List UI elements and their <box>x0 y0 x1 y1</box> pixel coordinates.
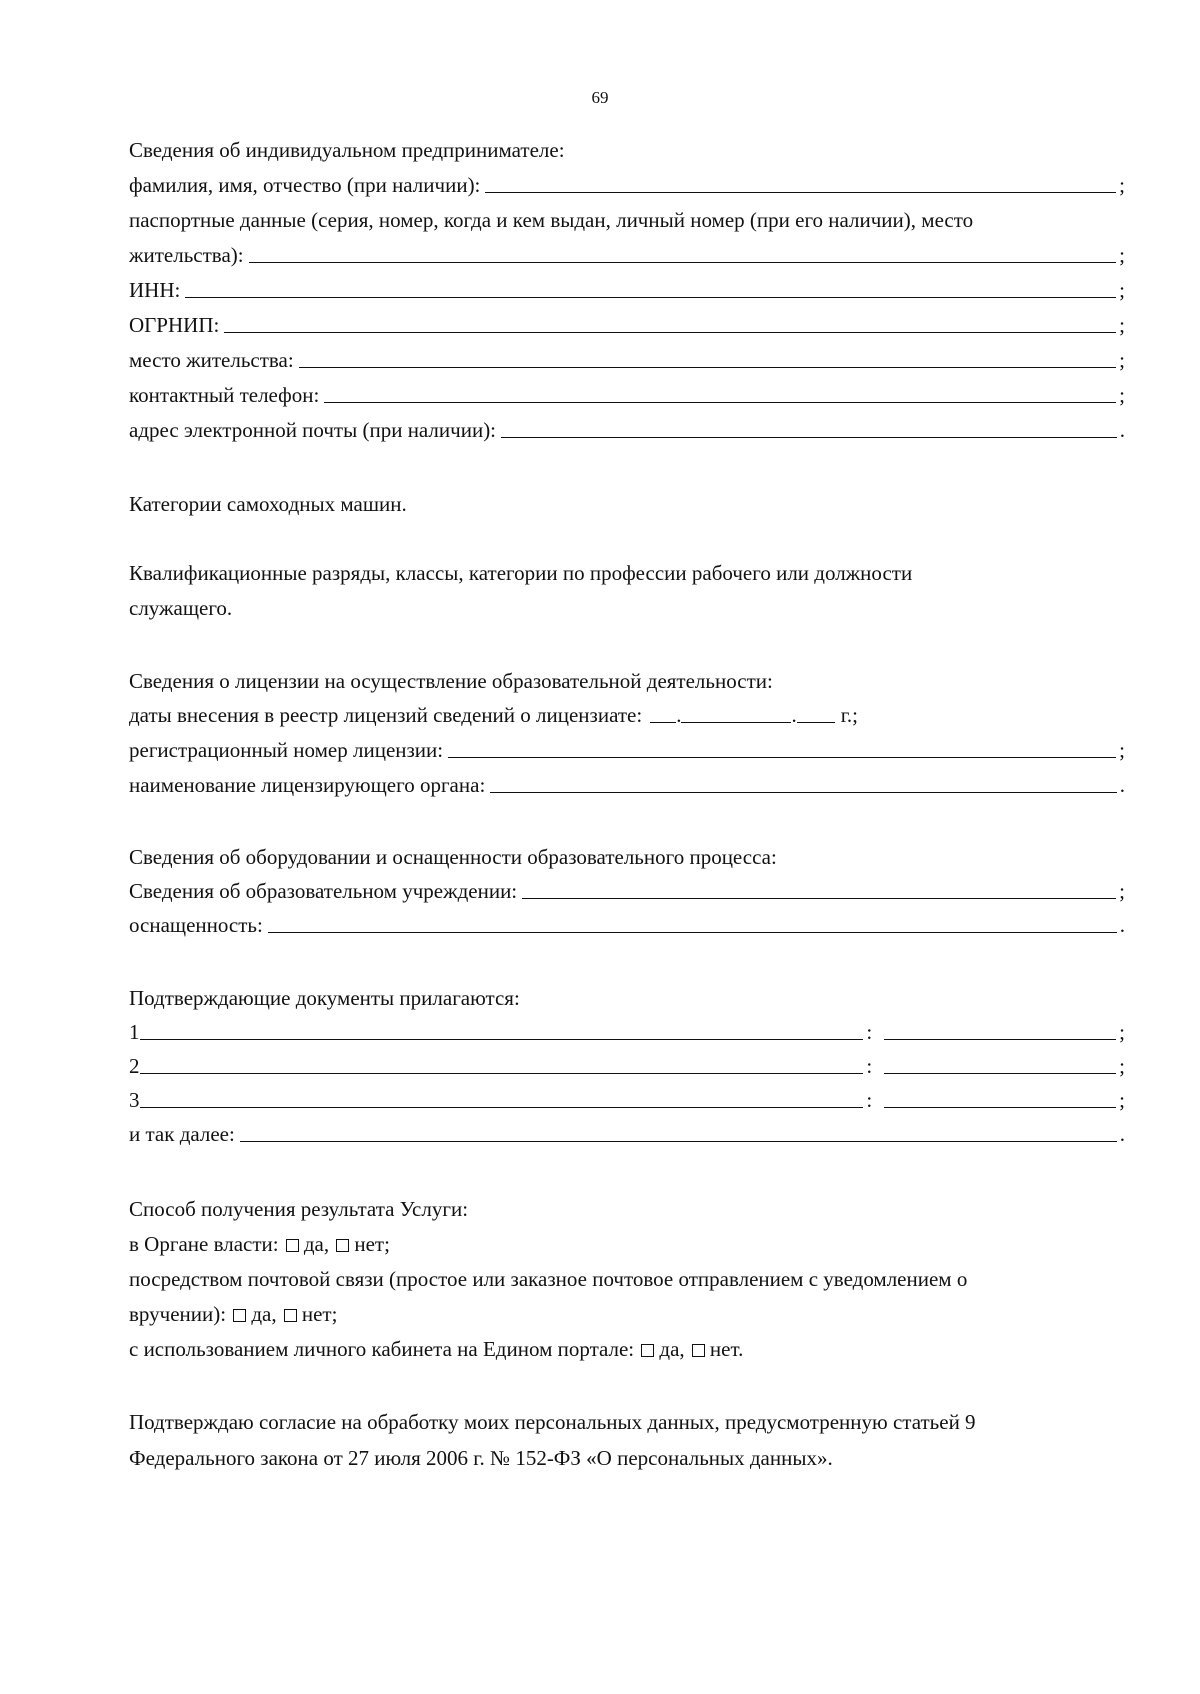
yes-label: да, <box>251 1302 277 1326</box>
inn-row: ИНН: ; <box>129 278 1125 302</box>
inn-label: ИНН: <box>129 278 181 302</box>
document-name-field[interactable] <box>140 1039 864 1040</box>
result-portal-label: с использованием личного кабинета на Едином портале: <box>129 1337 635 1361</box>
license-date-label: даты внесения в реестр лицензий сведений о лицензиате: <box>129 703 643 727</box>
passport-label-1: паспортные данные (серия, номер, когда и кем выдан, личный номер (при его наличии), место <box>129 208 974 232</box>
equipment-label: оснащенность: <box>129 913 263 937</box>
fio-field[interactable] <box>485 192 1116 193</box>
phone-row: контактный телефон: ; <box>129 383 1125 407</box>
document-name-field[interactable] <box>140 1107 864 1108</box>
document-number: 3 <box>129 1088 140 1112</box>
document-number: 2 <box>129 1054 140 1078</box>
residence-field[interactable] <box>299 367 1116 368</box>
result-authority-row <box>129 1234 390 1255</box>
ogrnip-label: ОГРНИП: <box>129 313 220 337</box>
no-label: нет. <box>709 1337 744 1361</box>
documents-heading: Подтверждающие документы прилагаются: <box>129 986 520 1010</box>
phone-field[interactable] <box>324 402 1116 403</box>
license-date-row: даты внесения в реестр лицензий сведений о лицензиате: . . г.; <box>129 703 859 727</box>
license-date-year-field[interactable] <box>797 722 835 723</box>
document-row-2: 2 : ; <box>129 1054 1125 1078</box>
passport-row: жительства): ; <box>129 243 1125 267</box>
fio-row: фамилия, имя, отчество (при наличии): ; <box>129 173 1125 197</box>
inn-field[interactable] <box>185 297 1116 298</box>
residence-label: место жительства: <box>129 348 294 372</box>
document-number: 1 <box>129 1020 140 1044</box>
ogrnip-field[interactable] <box>224 332 1116 333</box>
portal-yes-checkbox[interactable] <box>641 1344 654 1357</box>
ogrnip-row: ОГРНИП: ; <box>129 313 1125 337</box>
phone-label: контактный телефон: <box>129 383 320 407</box>
license-reg-row: регистрационный номер лицензии: ; <box>129 738 1125 762</box>
post-yes-checkbox[interactable] <box>233 1309 246 1322</box>
institution-label: Сведения об образовательном учреждении: <box>129 879 518 903</box>
documents-etc-label: и так далее: <box>129 1122 235 1146</box>
document-row-1: 1 : ; <box>129 1020 1125 1044</box>
result-post-label-1: посредством почтовой связи (простое или заказное почтовое отправлением с уведомлением о <box>129 1267 968 1291</box>
categories-heading: Категории самоходных машин. <box>129 492 407 516</box>
qualification-line-1: Квалификационные разряды, классы, категории по профессии рабочего или должности <box>129 561 913 585</box>
license-date-month-field[interactable] <box>681 722 791 723</box>
passport-field[interactable] <box>249 262 1117 263</box>
license-date-day-field[interactable] <box>650 722 676 723</box>
consent-line-1: Подтверждаю согласие на обработку моих персональных данных, предусмотренную статьей 9 <box>129 1410 976 1434</box>
portal-no-checkbox[interactable] <box>692 1344 705 1357</box>
license-reg-field[interactable] <box>448 757 1116 758</box>
consent-line-2: Федерального закона от 27 июля 2006 г. № 152-ФЗ «О персональных данных». <box>129 1446 833 1470</box>
license-heading: Сведения о лицензии на осуществление образовательной деятельности: <box>129 669 773 693</box>
document-detail-field[interactable] <box>884 1039 1116 1040</box>
email-field[interactable] <box>501 437 1117 438</box>
result-portal-row <box>129 1339 743 1360</box>
license-date-suffix: г.; <box>840 703 859 727</box>
equipment-heading: Сведения об оборудовании и оснащенности образовательного процесса: <box>129 845 777 869</box>
document-row-3: 3 : ; <box>129 1088 1125 1112</box>
license-authority-label: наименование лицензирующего органа: <box>129 773 486 797</box>
email-label: адрес электронной почты (при наличии): <box>129 418 497 442</box>
document-detail-field[interactable] <box>884 1073 1116 1074</box>
residence-row: место жительства: ; <box>129 348 1125 372</box>
post-no-checkbox[interactable] <box>284 1309 297 1322</box>
result-post-label-2: вручении): <box>129 1302 227 1326</box>
email-row: адрес электронной почты (при наличии): . <box>129 418 1125 442</box>
authority-no-checkbox[interactable] <box>336 1239 349 1252</box>
result-authority-label: в Органе власти: <box>129 1232 279 1256</box>
yes-label: да, <box>659 1337 685 1361</box>
institution-row: Сведения об образовательном учреждении: ; <box>129 879 1125 903</box>
fio-label: фамилия, имя, отчество (при наличии): <box>129 173 481 197</box>
document-detail-field[interactable] <box>884 1107 1116 1108</box>
license-authority-field[interactable] <box>490 792 1116 793</box>
no-label: нет; <box>301 1302 338 1326</box>
equipment-field[interactable] <box>268 932 1117 933</box>
passport-label-2: жительства): <box>129 243 244 267</box>
license-reg-label: регистрационный номер лицензии: <box>129 738 444 762</box>
documents-etc-row: и так далее: . <box>129 1122 1125 1146</box>
equipment-row: оснащенность: . <box>129 913 1125 937</box>
license-authority-row: наименование лицензирующего органа: . <box>129 773 1125 797</box>
institution-field[interactable] <box>522 898 1116 899</box>
result-post-row <box>129 1304 337 1325</box>
page-number: 69 <box>591 88 609 107</box>
authority-yes-checkbox[interactable] <box>286 1239 299 1252</box>
documents-etc-field[interactable] <box>240 1141 1117 1142</box>
no-label: нет; <box>354 1232 390 1256</box>
qualification-line-2: служащего. <box>129 596 233 620</box>
document-name-field[interactable] <box>140 1073 864 1074</box>
entrepreneur-heading: Сведения об индивидуальном предпринимателе: <box>129 138 565 162</box>
result-heading: Способ получения результата Услуги: <box>129 1197 469 1221</box>
yes-label: да, <box>303 1232 330 1256</box>
